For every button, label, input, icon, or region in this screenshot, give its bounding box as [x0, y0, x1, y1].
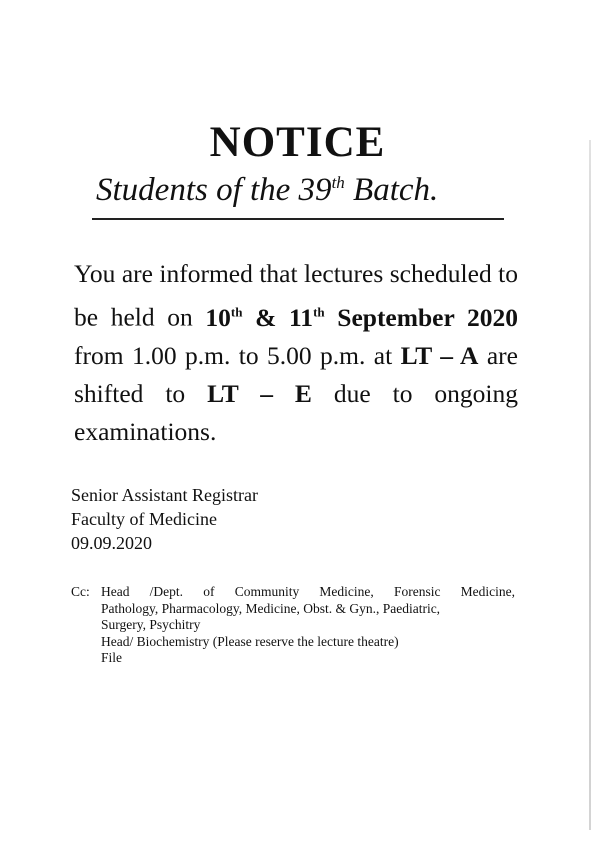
signatory-title: Senior Assistant Registrar [71, 485, 258, 505]
cc-line: Head/ Biochemistry (Please reserve the lecture theatre) [101, 633, 399, 649]
body-text-3: are shifted to [74, 340, 518, 408]
cc-label: Cc: [71, 584, 90, 599]
cc-line: File [101, 650, 123, 665]
cc-line: Pathology, Pharmacology, Medicine, Obst. & Gyn., Paediatric, [101, 600, 441, 616]
notice-title: NOTICE [209, 119, 386, 166]
subtitle-text-end: Batch. [344, 172, 439, 208]
date-first: 10th & 11th September 2020 [205, 302, 518, 332]
scan-edge-line [589, 140, 591, 830]
notice-subtitle [96, 172, 438, 209]
body-text-4: due to ongoing examinations. [74, 378, 518, 446]
notice-body [74, 255, 518, 451]
subtitle-text-start: Students of the 39 [96, 172, 332, 208]
venue-from: LT – A [400, 340, 479, 370]
subtitle-underline [92, 218, 504, 220]
notice-date: 09.09.2020 [71, 533, 152, 553]
venue-to: LT – E [207, 378, 312, 408]
cc-block [71, 584, 515, 667]
body-text-1: You are informed that lectures scheduled to be held on [74, 259, 518, 332]
cc-line: Surgery, Psychitry [101, 617, 201, 632]
subtitle-superscript: th [331, 173, 345, 192]
body-text-2: from 1.00 p.m. to 5.00 p.m. at [74, 340, 401, 370]
signatory-faculty: Faculty of Medicine [71, 509, 217, 529]
signature-block [71, 483, 258, 555]
cc-line: Head /Dept. of Community Medicine, Forensic Medicine, [101, 584, 515, 599]
